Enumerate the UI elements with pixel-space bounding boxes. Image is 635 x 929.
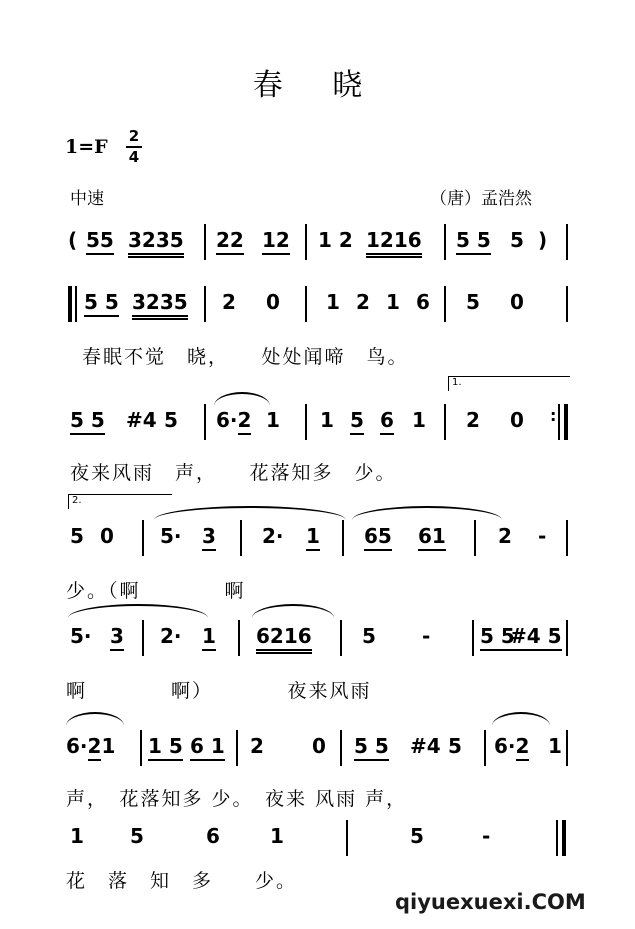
- barline: [75, 286, 77, 322]
- note: 5: [164, 408, 178, 432]
- note: 3: [202, 524, 216, 551]
- score-line-2: [0, 290, 635, 322]
- note: #4: [126, 408, 157, 432]
- final-bar: [562, 820, 566, 856]
- barline: [204, 286, 206, 322]
- paren-close: ): [538, 228, 548, 252]
- note-group: 1 5: [148, 734, 183, 761]
- note: 5: [466, 290, 480, 314]
- note: 1: [320, 408, 334, 432]
- repeat-start-bar: [68, 286, 72, 322]
- barline: [238, 620, 240, 656]
- barline: [240, 520, 242, 556]
- paren-open: (: [68, 228, 78, 252]
- barline: [472, 620, 474, 656]
- note-group: 61: [418, 524, 446, 551]
- note: 3: [110, 624, 124, 651]
- note: 5·: [160, 524, 182, 548]
- score-line-1: [0, 228, 635, 260]
- note: 5: [362, 624, 376, 648]
- slur: [68, 604, 208, 618]
- lyrics-line-3: 夜来风雨 声， 花落知多 少。: [70, 462, 397, 484]
- dash: -: [482, 824, 491, 848]
- barline: [142, 620, 144, 656]
- note: 2: [466, 408, 480, 432]
- note: 1: [386, 290, 400, 314]
- slur: [492, 712, 550, 726]
- note: 5·: [70, 624, 92, 648]
- barline: [566, 620, 568, 656]
- note: 6: [380, 408, 394, 435]
- dash: -: [422, 624, 431, 648]
- lyrics-line-2: 春眠不觉 晓， 处处闻啼 鸟。: [82, 346, 409, 368]
- tempo-marking: 中速: [70, 189, 104, 209]
- note: 2·: [160, 624, 182, 648]
- note: 0: [510, 408, 524, 432]
- barline: [444, 404, 446, 440]
- time-signature: [126, 128, 142, 166]
- barline: [444, 286, 446, 322]
- note: 0: [510, 290, 524, 314]
- note: 5: [410, 824, 424, 848]
- page-title: 春 晓: [252, 68, 383, 103]
- note: 5: [448, 734, 462, 758]
- note-group: 1216: [366, 228, 422, 258]
- note-group: 5 5: [70, 408, 105, 435]
- note-group: 6216: [256, 624, 312, 654]
- note: 1: [548, 734, 562, 758]
- barline: [474, 520, 476, 556]
- barline: [142, 520, 144, 556]
- note: 0: [312, 734, 326, 758]
- barline: [556, 820, 558, 856]
- note: 1: [70, 824, 84, 848]
- note: 5: [70, 524, 84, 548]
- note-group: 22: [216, 228, 244, 255]
- volta-bracket-2: 2.: [68, 494, 172, 509]
- score-line-3: [0, 408, 635, 440]
- score-line-7: [0, 824, 635, 856]
- lyrics-line-6: 声， 花落知多 少。 夜来 风雨 声，: [66, 788, 408, 810]
- lyrics-line-4: 少。（啊 啊: [66, 580, 246, 602]
- barline: [305, 286, 307, 322]
- site-watermark[interactable]: qiyuexuexi.COM: [395, 890, 586, 914]
- barline: [566, 730, 568, 766]
- barline: [346, 820, 348, 856]
- time-denominator: 4: [128, 148, 140, 166]
- note: 6: [416, 290, 430, 314]
- slur: [214, 392, 270, 406]
- barline: [204, 404, 206, 440]
- note: 1: [412, 408, 426, 432]
- dash: -: [538, 524, 547, 548]
- time-numerator: 2: [128, 127, 140, 145]
- note-group: 3235: [132, 290, 188, 320]
- barline: [340, 620, 342, 656]
- note: #4: [410, 734, 441, 758]
- repeat-end-bar: [564, 404, 568, 440]
- note-group: 5 5: [480, 624, 515, 651]
- lyrics-line-5: 啊 啊） 夜来风雨: [66, 680, 372, 702]
- score-line-6: [0, 734, 635, 766]
- score-line-4: [0, 524, 635, 556]
- note: 6: [206, 824, 220, 848]
- score-line-5: [0, 624, 635, 656]
- note: 1: [326, 290, 340, 314]
- barline: [566, 286, 568, 322]
- note-group: 6·21: [66, 734, 115, 758]
- barline: [444, 224, 446, 260]
- note: 2: [250, 734, 264, 758]
- note: 5: [510, 228, 524, 252]
- slur: [352, 506, 502, 520]
- note-group: 6·2: [216, 408, 251, 432]
- note-group: 5 5: [354, 734, 389, 761]
- note-group: 65: [364, 524, 392, 551]
- key-signature: 1=F: [65, 136, 108, 158]
- barline: [140, 730, 142, 766]
- note: 0: [100, 524, 114, 548]
- barline: [204, 224, 206, 260]
- note: 1: [202, 624, 216, 651]
- barline: [305, 404, 307, 440]
- lyrics-line-7: 花 落 知 多 少。: [66, 870, 298, 892]
- barline: [566, 520, 568, 556]
- barline: [236, 730, 238, 766]
- note: 1: [306, 524, 320, 551]
- note-group: 3235: [128, 228, 184, 258]
- note-group: 1 2: [318, 228, 353, 252]
- volta-bracket-1: 1.: [448, 376, 570, 391]
- note: 2: [498, 524, 512, 548]
- barline: [340, 730, 342, 766]
- slur: [154, 506, 346, 520]
- note-group: 5 5: [84, 290, 119, 317]
- barline: [558, 404, 560, 440]
- author-credit: （唐）孟浩然: [430, 189, 532, 209]
- note-group: 12: [262, 228, 290, 255]
- note: 2: [222, 290, 236, 314]
- note: 2: [356, 290, 370, 314]
- note-group: 6·2: [494, 734, 529, 758]
- barline: [342, 520, 344, 556]
- note-group: 55: [86, 228, 114, 255]
- slur: [252, 604, 334, 618]
- barline: [305, 224, 307, 260]
- note: 1: [266, 408, 280, 432]
- note-group: #4 5: [510, 624, 562, 651]
- note: 5: [130, 824, 144, 848]
- note-group: 5 5: [456, 228, 491, 255]
- note: 1: [270, 824, 284, 848]
- barline: [484, 730, 486, 766]
- note: 2·: [262, 524, 284, 548]
- note: 0: [266, 290, 280, 314]
- note: 5: [350, 408, 364, 435]
- barline: [566, 224, 568, 260]
- repeat-dots: :: [550, 406, 557, 425]
- slur: [66, 712, 124, 726]
- note-group: 6 1: [190, 734, 225, 761]
